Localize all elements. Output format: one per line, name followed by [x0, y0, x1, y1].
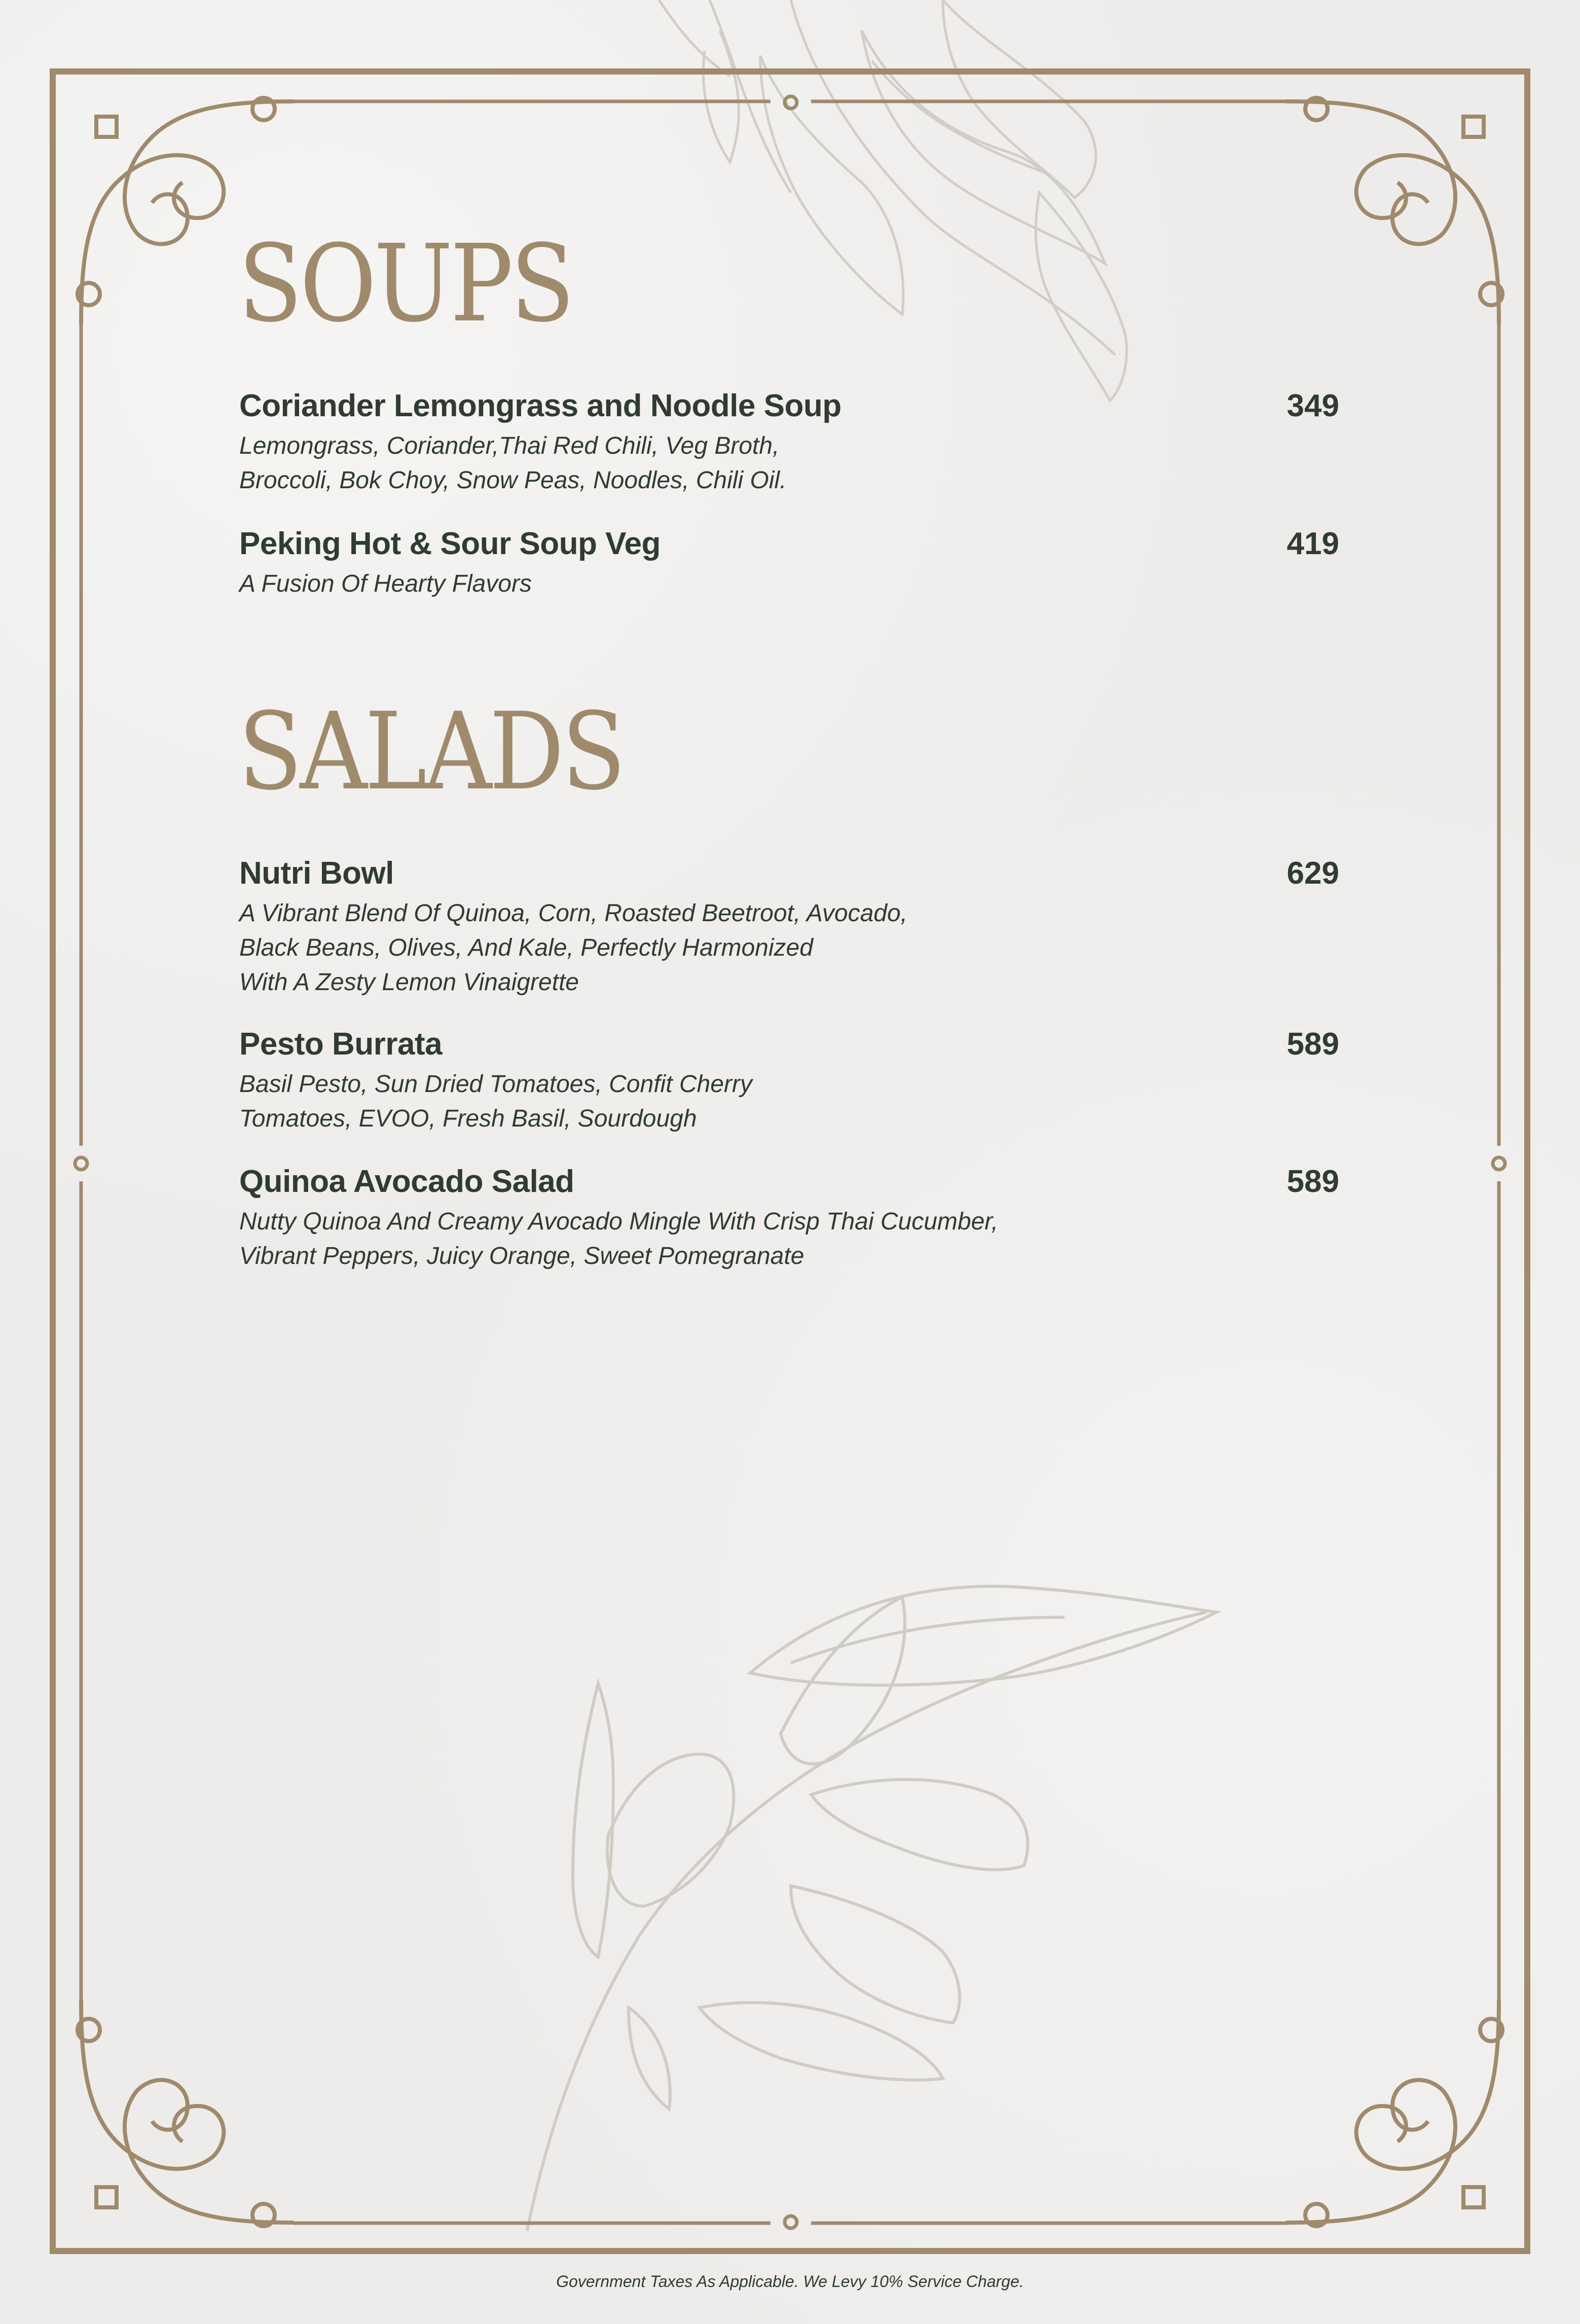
menu-item-description: A Fusion Of Hearty Flavors — [239, 570, 532, 597]
menu-item-price: 589 — [1287, 1164, 1339, 1199]
menu-item-description: Basil Pesto, Sun Dried Tomatoes, Confit Cherry Tomatoes, EVOO, Fresh Basil, Sourdough — [239, 1071, 753, 1132]
menu-item-price: 629 — [1287, 856, 1339, 891]
menu-item — [239, 1029, 1339, 1136]
menu-item — [239, 858, 1339, 1000]
section-title-salads: SALADS — [238, 689, 623, 814]
menu-item-name: Quinoa Avocado Salad — [239, 1164, 574, 1199]
menu-item-price: 589 — [1287, 1027, 1339, 1062]
menu-item-description: Lemongrass, Coriander,Thai Red Chili, Veg Broth, Broccoli, Bok Choy, Snow Peas, Noodles, Chili Oil. — [239, 432, 787, 494]
menu-item — [239, 1166, 1339, 1274]
menu-item — [239, 528, 1339, 601]
menu-item-price: 349 — [1287, 388, 1339, 423]
menu-item-name: Nutri Bowl — [239, 856, 394, 891]
menu-item-name: Peking Hot & Sour Soup Veg — [239, 526, 660, 561]
menu-item-price: 419 — [1287, 526, 1339, 561]
menu-item-name: Pesto Burrata — [239, 1027, 443, 1062]
section-title-soups: SOUPS — [238, 222, 572, 346]
menu-item — [239, 390, 1339, 498]
menu-item-description: Nutty Quinoa And Creamy Avocado Mingle With Crisp Thai Cucumber, Vibrant Peppers, Juicy Orange, Sweet Pomegranate — [239, 1208, 999, 1269]
menu-item-description: A Vibrant Blend Of Quinoa, Corn, Roasted Beetroot, Avocado, Black Beans, Olives, And Kale, Perfectly Harmonized With A Zesty Lemon Vinaigrette — [239, 900, 908, 996]
footer-tax-note: Government Taxes As Applicable. We Levy 10% Service Charge. — [556, 2272, 1024, 2291]
menu-item-name: Coriander Lemongrass and Noodle Soup — [239, 388, 841, 423]
